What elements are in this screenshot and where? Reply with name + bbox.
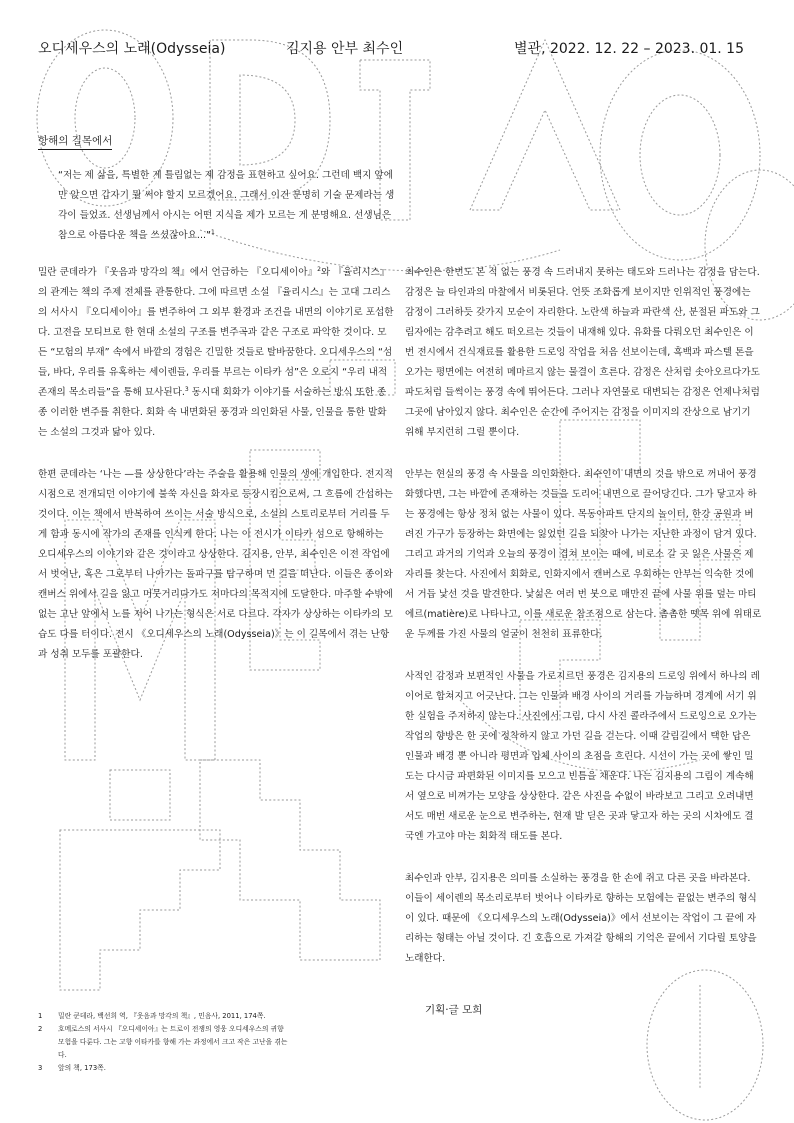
footnote (38, 1010, 288, 1023)
left-p1-part-a: 밀란 쿤데라가 『웃음과 망각의 책』에서 언급하는 『오디세이아』 (38, 267, 318, 278)
right-paragraph-1: 최수인은 한번도 본 적 없는 풍경 속 드러내지 못하는 태도와 드러나는 감정을 담는다. 감정은 늘 타인과의 마찰에서 비롯된다. 언뜻 조화롭게 보이지만 인위적인 풍경에는 감정이 그러하듯 갖가지 모순이 자리한다. 노란색 하늘과 파란색 산, 분절된 파도와 그림자에는 감추려고 해도 떠오르는 것들이 내재해 있다. 유화를 다뤄오던 최수인은 이번 전시에서 건식재료를 활용한 드로잉 작업을 처음 선보이는데, 흑백과 파스텔 톤을 오가는 평면에는 여전히 메마르지 않는 물결이 흐른다. 감정은 산처럼 솟아오르다가도 파도처럼 들썩이는 풍경 속에 뛰어든다. 그러나 자연물로 대변되는 감정은 언제나처럼 그곳에 남아있지 않다. 최수인은 순간에 주어지는 감정을 이미지의 잔상으로 남기기 위해 부지런히 그릴 뿐이다. (405, 267, 760, 438)
footnotes (38, 1010, 288, 1075)
right-paragraph-4: 최수인과 안부, 김지용은 의미를 소실하는 풍경을 한 손에 쥐고 다른 곳을 바라본다. 이들이 세이렌의 목소리로부터 벗어나 이타카로 향하는 모험에는 끝없는 변주의 형식이 있다. 때문에 《오디세우스의 노래(Odysseia)》에서 선보이는 작업이 그 끝에 자리하는 형태는 아닐 것이다. 긴 호흡으로 가져갈 항해의 기억은 끝에서 기다릴 토양을 노래한다. (405, 873, 757, 964)
right-paragraph-2: 안부는 현실의 풍경 속 사물을 의인화한다. 최수인이 내면의 것을 밖으로 꺼내어 풍경화했다면, 그는 바깥에 존재하는 것들을 도리어 내면으로 끌어당긴다. 그가 닿고자 하는 풍경에는 항상 정처 없는 사물이 있다. 목동아파트 단지의 놀이터, 한강 공원과 버려진 가구가 등장하는 화면에는 잃었던 길을 되찾아 나가는 지난한 과정이 담겨 있다. 그리고 과거의 기억과 오늘의 풍경이 겹쳐 보이는 때에, 비로소 갈 곳 잃은 사물은 제자리를 찾는다. 사진에서 회화로, 인화지에서 캔버스로 우회하는 안부는 익숙한 것에서 거듭 낯선 것을 발견한다. 낯섦은 여러 번 붓으로 매만진 끝에 사물 위를 덮는 마티에르(matière)로 나타나고, 이를 새로운 참조점으로 삼는다. 촘촘한 뗏목 위에 위태로운 두께를 가진 사물의 얼굴이 천천히 표류한다. (405, 469, 762, 640)
footnote-ref-1: 1 (211, 228, 215, 236)
footnote-text: 밀란 쿤데라, 백선희 역, 『웃음과 망각의 책』, 민음사, 2011, 174쪽. (58, 1012, 266, 1020)
left-paragraph-2: 한편 쿤데라는 ‘나는 —를 상상한다’라는 주술을 활용해 인물의 생에 개입한다. 전지적 시점으로 전개되던 이야기에 불쑥 자신을 화자로 등장시킴으로써, 그 흐름에 간섭하는 것이다. 이는 책에서 반복하여 쓰이는 서술 방식으로, 소설의 스토리로부터 거리를 두게 함과 동시에 작가의 존재를 인식케 한다. 나는 이 전시가 이타카 섬으로 항해하는 오디세우스의 이야기와 같은 것이라고 상상한다. 김지용, 안부, 최수인은 이전 작업에서 벗어난, 혹은 그로부터 나아가는 돌파구를 탐구하며 먼 길을 떠난다. 이들은 종이와 캔버스 위에서 길을 잃고 머뭇거리다가도 저마다의 목적지에 도달한다. 마주할 수밖에 없는 고난 앞에서 노를 저어 나가는 형식은 서로 다르다. 각자가 상상하는 이타카의 모습도 다를 터이다. 전시 《오디세우스의 노래(Odysseia)》는 이 길목에서 겪는 난항과 성취 모두를 포괄한다. (38, 469, 394, 660)
section-label: 항해의 길목에서 (38, 133, 112, 150)
page-header (38, 38, 744, 60)
venue-date: 별관, 2022. 12. 22 – 2023. 01. 15 (514, 41, 744, 57)
quote-text: “저는 제 삶을, 특별한 게 틀림없는 제 감정을 표현하고 싶어요. 그런데 백지 앞에만 앉으면 갑자기 뭘 써야 할지 모르겠어요. 그래서 이건 분명히 기술 문제라는 생각이 들었죠. 선생님께서 아시는 어떤 지식을 제가 모르는 게 분명해요. 선생님은 참으로 아름다운 책을 쓰셨잖아요...” (58, 170, 395, 241)
curator-credit: 기획·글 모희 (425, 1004, 483, 1016)
left-p1-part-b: 와 『율리시스』의 관계는 책의 주제 전체를 관통한다. 그에 따르면 소설 『율리시스』는 고대 그리스의 서사시 『오디세이아』를 변주하여 그 외부 환경과 조건을 내면의 이야기로 포섭한다. 고전을 모티브로 한 현대 소설의 구조를 변주곡과 같은 구조로 파악한 것이다. 모든 “모험의 부재” 속에서 바깥의 경험은 긴밀한 것들로 탈바꿈한다. 오디세우스의 “섬들, 바다, 우리를 유혹하는 세이렌들, 우리를 부르는 이타카 섬”은 오로지 “우리 내적 존재의 목소리들”을 통해 묘사된다. (38, 267, 394, 398)
footnote-number: 3 (38, 1064, 43, 1072)
left-p1-part-c: 동시대 회화가 이야기를 서술하는 방식 또한 종종 이러한 변주를 취한다. 회화 속 내면화된 풍경과 의인화된 사물, 인물을 통한 발화는 소설의 그것과 닮아 있다. (38, 387, 387, 438)
footnote-ref-2: 2 (317, 265, 321, 273)
footnote (38, 1023, 288, 1062)
footnote-text: 호메로스의 서사시 『오디세이아』는 트로이 전쟁의 영웅 오디세우스의 귀향 모험을 다룬다. 그는 고향 이타카를 향해 가는 과정에서 크고 작은 고난을 겪는다. (58, 1025, 288, 1059)
right-column (405, 263, 762, 991)
exhibition-title: 오디세우스의 노래(Odysseia) (38, 41, 226, 57)
footnote-number: 1 (38, 1012, 43, 1020)
footnote (38, 1062, 288, 1075)
footnote-number: 2 (38, 1025, 43, 1033)
left-column (38, 263, 394, 687)
footnote-text: 앞의 책, 173쪽. (58, 1064, 106, 1072)
footnote-ref-3: 3 (184, 385, 189, 393)
left-paragraph-1 (38, 263, 394, 443)
artist-names: 김지용 안부 최수인 (286, 41, 404, 57)
right-paragraph-3: 사적인 감정과 보편적인 사물을 가로지르던 풍경은 김지용의 드로잉 위에서 하나의 레이어로 합쳐지고 어긋난다. 그는 인물과 배경 사이의 거리를 가늠하며 경계에 서기 위한 실험을 주저하지 않는다. 사진에서 그림, 다시 사진 콜라주에서 드로잉으로 오가는 작업의 향방은 한 곳에 정착하지 않고 가던 길을 걷는다. 이때 갈림길에서 택한 답은 인물과 배경 뿐 아니라 평면과 입체 사이의 초점을 흐린다. 시선이 가는 곳에 쌓인 밀도는 다시금 파편화된 이미지를 모으고 빈틈을 채운다. 나는 김지용의 그림이 계속해서 옆으로 비껴가는 모양을 상상한다. 같은 사진을 수없이 바라보고 그리고 오려내면서도 매번 새로운 눈으로 변주하는, 현재 발 딛은 곳과 닿고자 하는 곳의 시차에도 결국엔 가고야 마는 회화적 태도를 본다. (405, 671, 760, 842)
epigraph-quote (58, 166, 396, 246)
